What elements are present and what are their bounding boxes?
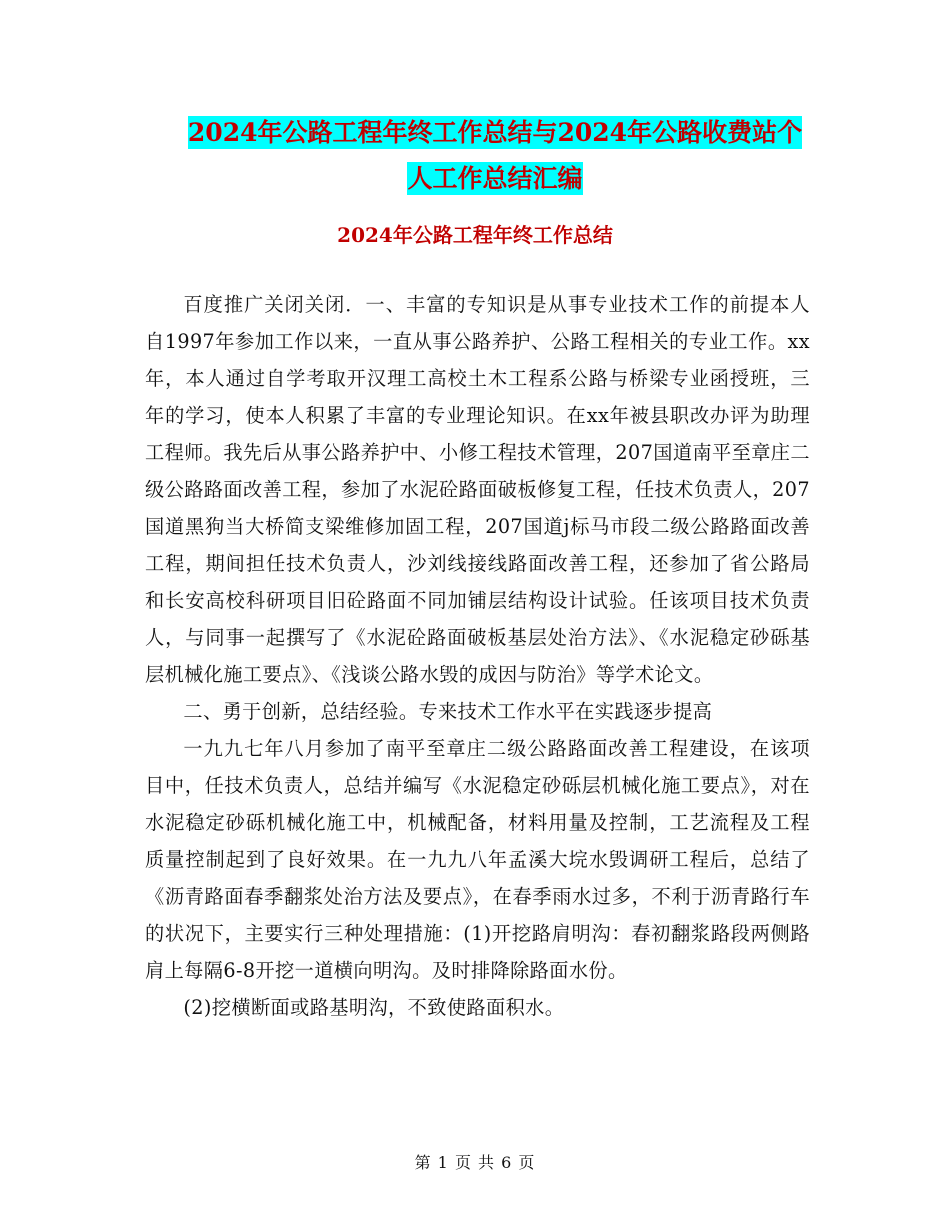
- body-text: [145, 286, 810, 1026]
- document-title-line1: 2024年公路工程年终工作总结与2024年公路收费站个: [187, 118, 803, 147]
- paragraph-2: 二、勇于创新，总结经验。专来技术工作水平在实践逐步提高: [183, 700, 713, 723]
- paragraph-3: 一九九七年八月参加了南平至章庄二级公路路面改善工程建设，在该项目中，任技术负责人，总结并编写《水泥稳定砂砾层机械化施工要点》，对在水泥稳定砂砾机械化施工中，机械配备，材料用量及控制，工艺流程及工程质量控制起到了良好效果。在一九九八年孟溪大垸水毁调研工程后，总结了《沥青路面春季翻浆处治方法及要点》，在春季雨水过多，不利于沥青路行车的状况下，主要实行三种处理措施：(1)开挖路肩明沟：春初翻浆路段两侧路肩上每隔6-8开挖一道横向明沟。及时排降除路面水份。: [145, 737, 810, 982]
- section-title: 2024年公路工程年终工作总结: [337, 223, 613, 247]
- page-footer: 第 1 页 共 6 页: [414, 1153, 536, 1172]
- document-title: [145, 110, 845, 202]
- paragraph-1: 百度推广关闭关闭．一、丰富的专知识是从事专业技术工作的前提本人自1997年参加工作以来，一直从事公路养护、公路工程相关的专业工作。xx年，本人通过自学考取开汉理工高校土木工程系公路与桥梁专业函授班，三年的学习，使本人积累了丰富的专业理论知识。在xx年被县职改办评为助理工程师。我先后从事公路养护中、小修工程技术管理，207国道南平至章庄二级公路路面改善工程，参加了水泥砼路面破板修复工程，任技术负责人，207国道黑狗当大桥简支梁维修加固工程，207国道j标马市段二级公路路面改善工程，期间担任技术负责人，沙刘线接线路面改善工程，还参加了省公路局和长安高校科研项目旧砼路面不同加铺层结构设计试验。任该项目技术负责人，与同事一起撰写了《水泥砼路面破板基层处治方法》、《水泥稳定砂砾基层机械化施工要点》、《浅谈公路水毁的成因与防治》等学术论文。: [145, 293, 810, 686]
- paragraph-4: (2)挖横断面或路基明沟，不致使路面积水。: [183, 996, 565, 1019]
- document-title-line2: 人工作总结汇编: [407, 164, 583, 193]
